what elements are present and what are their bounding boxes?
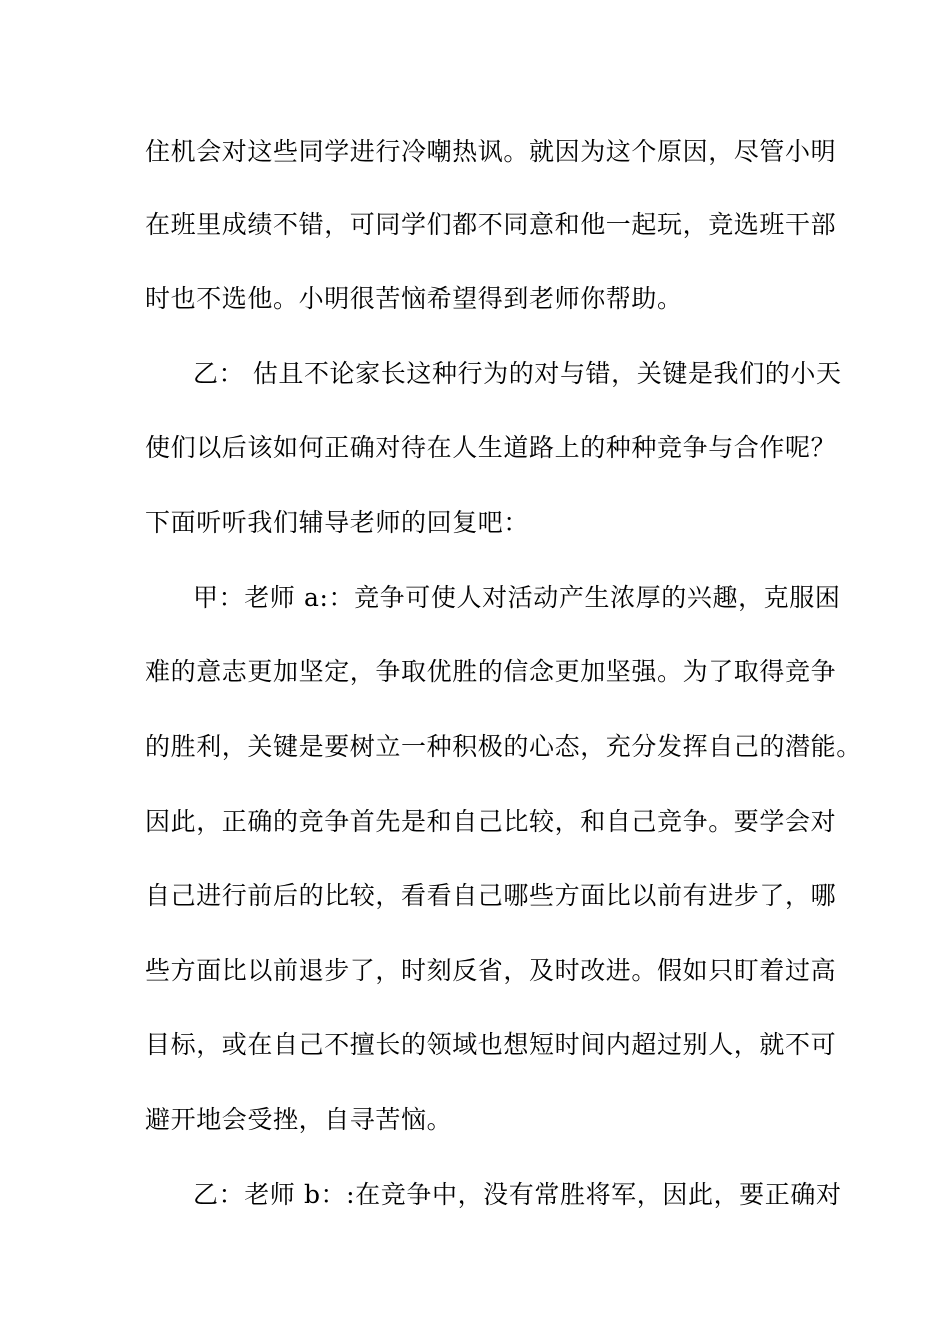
text-line: 因此，正确的竞争首先是和自己比较，和自己竞争。要学会对	[145, 807, 837, 836]
text-line: 避开地会受挫，自寻苦恼。	[145, 1105, 453, 1134]
dialogue-line-jia: 甲：老师 a:：竞争可使人对活动产生浓厚的兴趣，克服困	[193, 583, 841, 612]
text-line: 下面听听我们辅导老师的回复吧：	[145, 508, 530, 537]
text-line: 些方面比以前退步了，时刻反省，及时改进。假如只盯着过高	[145, 956, 837, 985]
text-line: 使们以后该如何正确对待在人生道路上的种种竞争与合作呢？	[145, 433, 837, 462]
text-line: 时也不选他。小明很苦恼希望得到老师你帮助。	[145, 284, 683, 313]
dialogue-line-yi: 乙：老师 b：:在竞争中，没有常胜将军，因此，要正确对	[193, 1180, 842, 1209]
text-line: 自己进行前后的比较，看看自己哪些方面比以前有进步了，哪	[145, 881, 837, 910]
dialogue-line-yi: 乙： 估且不论家长这种行为的对与错，关键是我们的小天	[193, 359, 842, 388]
text-line: 目标，或在自己不擅长的领域也想短时间内超过别人，就不可	[145, 1030, 837, 1059]
text-line: 难的意志更加坚定，争取优胜的信念更加坚强。为了取得竞争	[145, 657, 837, 686]
text-line: 的胜利，关键是要树立一种积极的心态，充分发挥自己的潜能。	[145, 732, 862, 761]
text-line: 住机会对这些同学进行冷嘲热讽。就因为这个原因，尽管小明	[145, 137, 837, 166]
text-line: 在班里成绩不错，可同学们都不同意和他一起玩，竞选班干部	[145, 210, 837, 239]
